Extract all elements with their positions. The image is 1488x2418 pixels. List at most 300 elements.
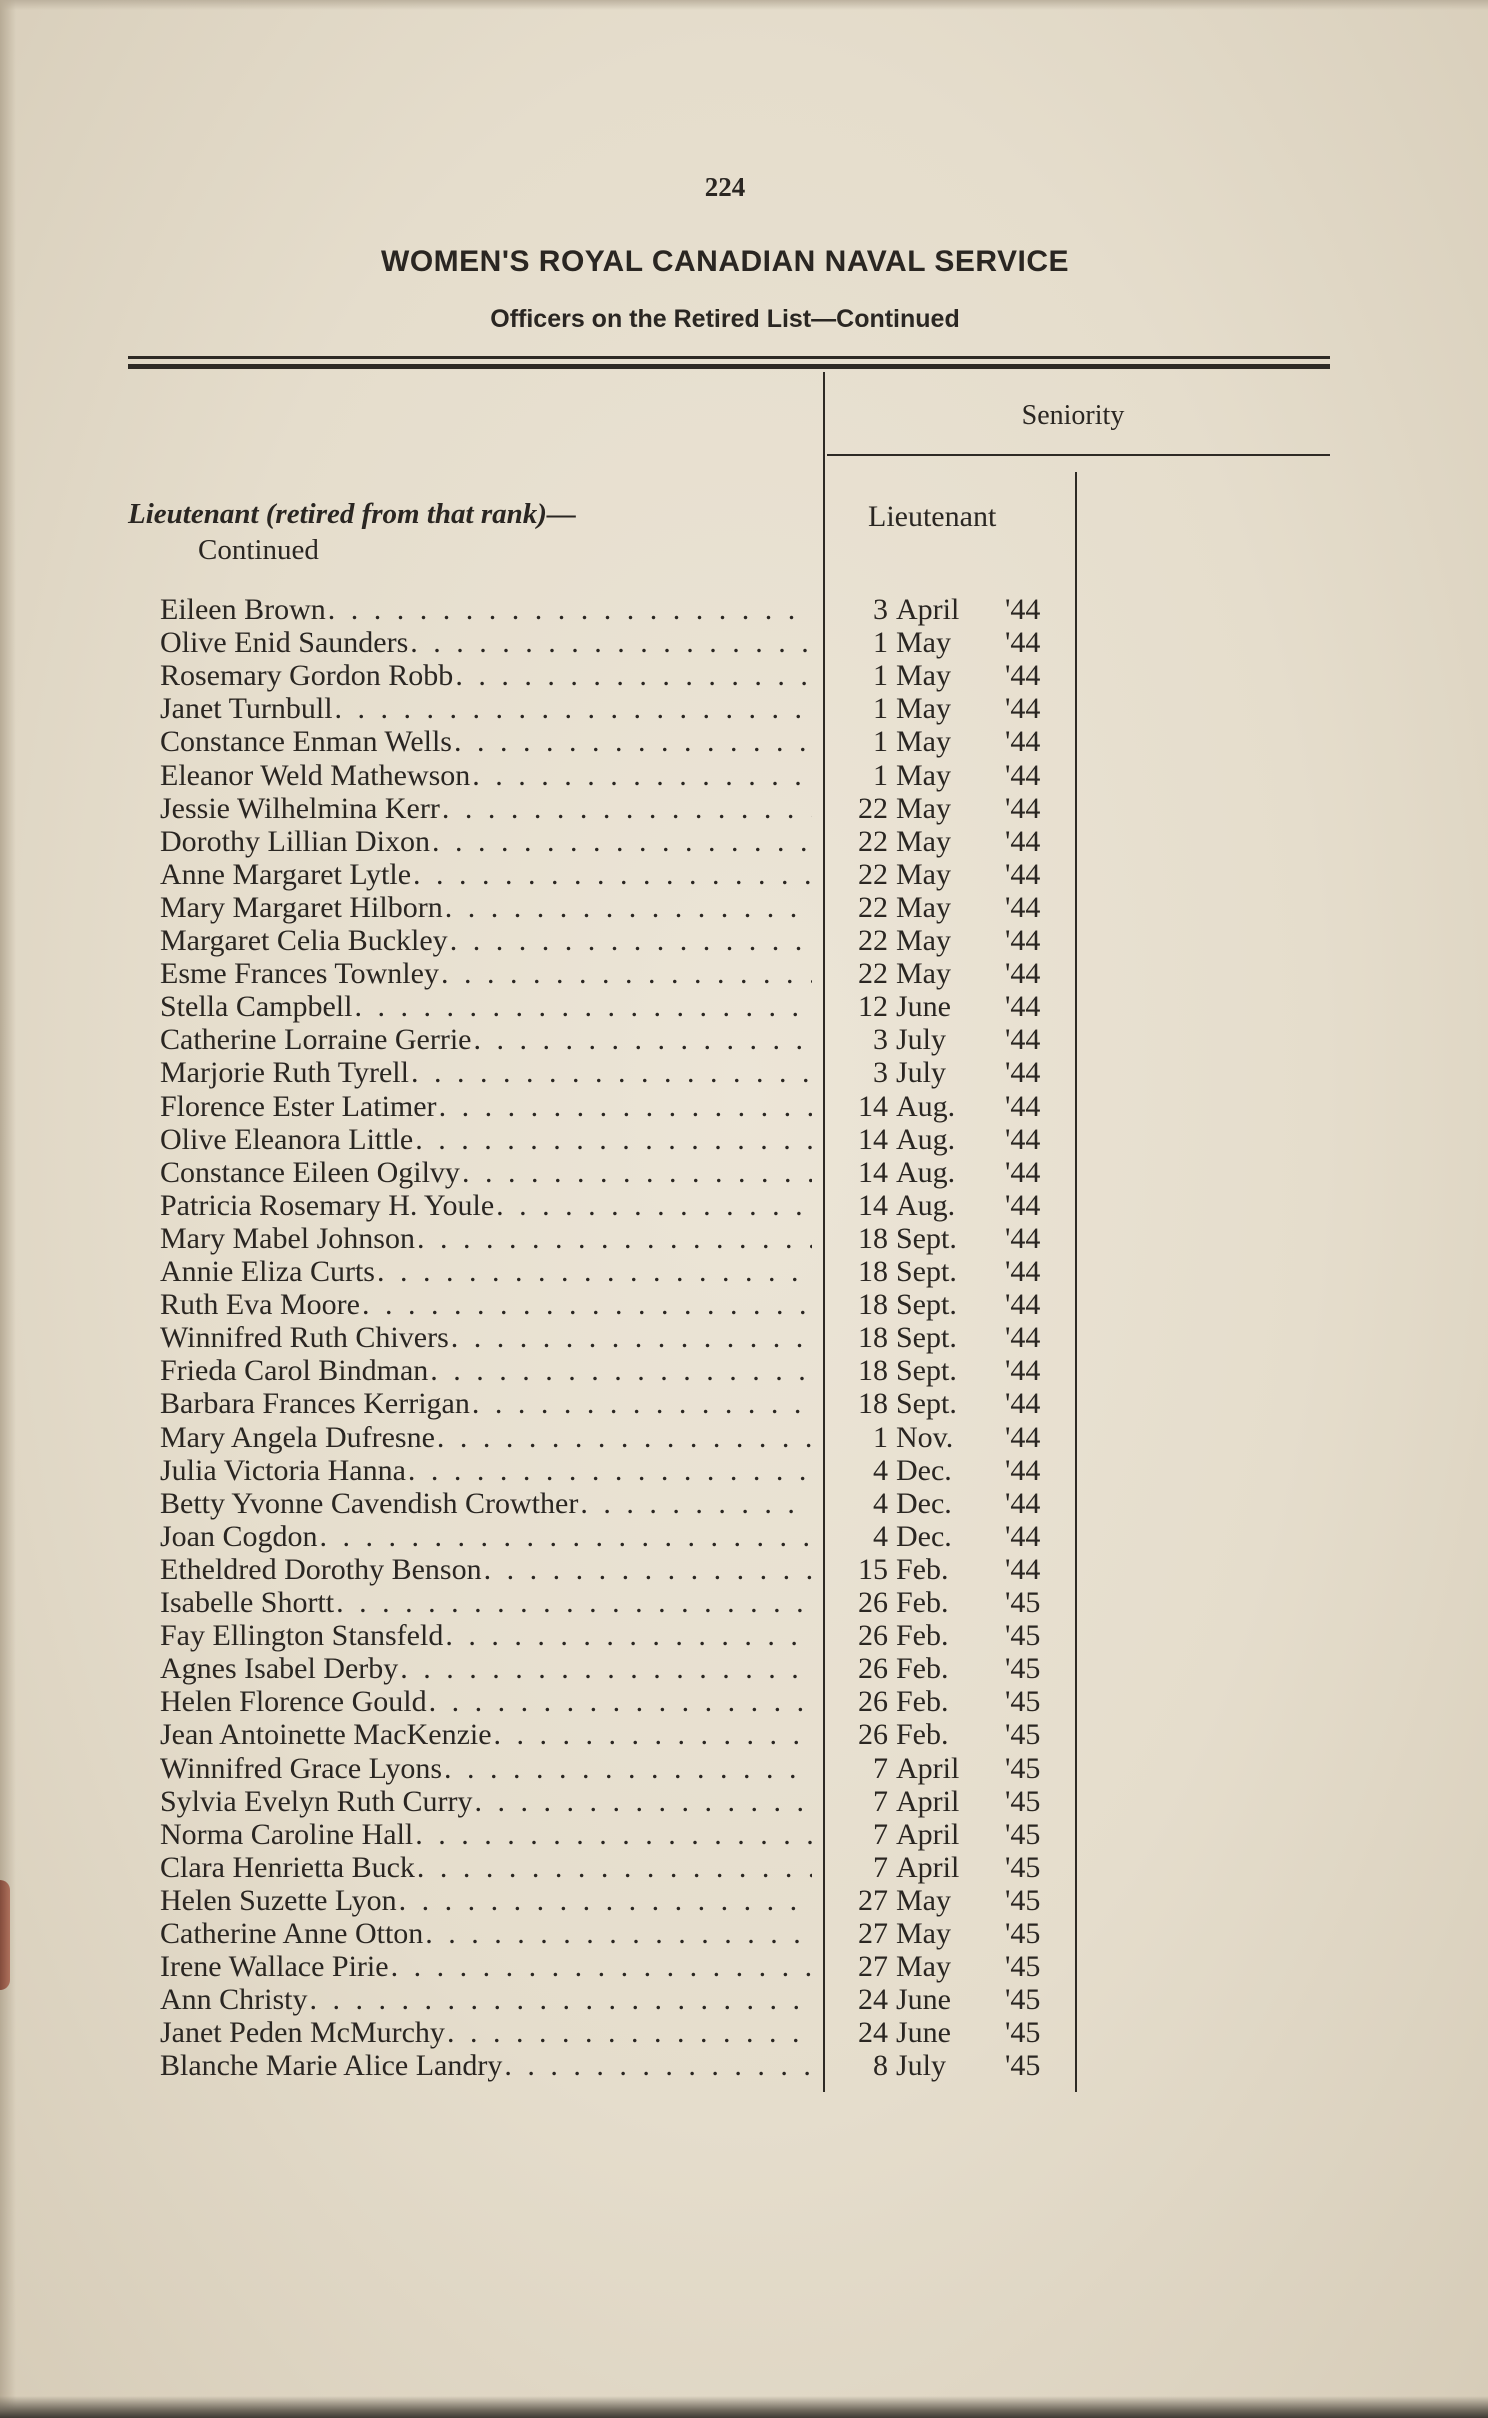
seniority-month: Feb. (896, 1685, 949, 1719)
dot-leader (437, 1421, 812, 1454)
officer-row (160, 1718, 1080, 1751)
seniority-year: '45 (1005, 1950, 1041, 1984)
seniority-month: Aug. (896, 1155, 956, 1189)
seniority-day: 4 (873, 1453, 888, 1487)
seniority-year: '44 (1005, 1453, 1041, 1487)
seniority-date (846, 1685, 1016, 1718)
officer-name-cell (160, 1851, 812, 1884)
seniority-year: '45 (1005, 1983, 1041, 2017)
seniority-date (846, 759, 1016, 792)
officer-row (160, 1056, 1080, 1089)
dot-leader (415, 1818, 812, 1851)
seniority-month: May (896, 725, 951, 759)
seniority-day: 7 (873, 1784, 888, 1818)
seniority-date (846, 1023, 1016, 1056)
officer-row (160, 1321, 1080, 1354)
rank-column-label: Lieutenant (868, 500, 997, 533)
seniority-date (846, 1652, 1016, 1685)
seniority-year: '44 (1005, 692, 1041, 726)
seniority-date (846, 1520, 1016, 1553)
seniority-day: 12 (858, 990, 888, 1024)
officer-name-cell (160, 1983, 812, 2016)
officer-name-cell (160, 924, 812, 957)
seniority-date (846, 2016, 1016, 2049)
seniority-month: Feb. (896, 1652, 949, 1686)
officer-row (160, 1586, 1080, 1619)
seniority-date (846, 924, 1016, 957)
seniority-month: Sept. (896, 1221, 957, 1255)
officer-name: Isabelle Shortt (160, 1586, 335, 1619)
officer-name-cell (160, 626, 812, 659)
seniority-day: 14 (858, 1155, 888, 1189)
seniority-day: 26 (858, 1685, 888, 1719)
dot-leader (462, 1156, 812, 1189)
officer-name: Eileen Brown (160, 593, 326, 626)
dot-leader (474, 1785, 812, 1818)
seniority-day: 22 (858, 890, 888, 924)
officer-row (160, 1387, 1080, 1420)
seniority-day: 3 (873, 1056, 888, 1090)
seniority-month: Aug. (896, 1089, 956, 1123)
dot-leader (377, 1255, 812, 1288)
seniority-year: '45 (1005, 1817, 1041, 1851)
seniority-date (846, 1917, 1016, 1950)
seniority-day: 1 (873, 659, 888, 693)
officer-row (160, 924, 1080, 957)
officer-name-cell (160, 1288, 812, 1321)
officer-name: Eleanor Weld Mathewson (160, 758, 471, 792)
officer-name: Mary Mabel Johnson (160, 1221, 415, 1255)
officer-name-cell (160, 1321, 812, 1354)
officer-name-cell (160, 1917, 812, 1950)
officer-name-cell (160, 990, 812, 1023)
officer-name-cell (160, 1520, 812, 1553)
seniority-month: Feb. (896, 1619, 949, 1653)
officer-row (160, 1752, 1080, 1785)
dot-leader (472, 759, 812, 792)
seniority-month: Feb. (896, 1586, 949, 1619)
seniority-day: 27 (858, 1917, 888, 1950)
seniority-date (846, 1718, 1016, 1751)
officer-name-cell (160, 1785, 812, 1818)
officer-row (160, 1222, 1080, 1255)
seniority-day: 4 (873, 1519, 888, 1553)
officer-name-cell (160, 1189, 812, 1222)
seniority-date (846, 1123, 1016, 1156)
officer-row (160, 692, 1080, 725)
seniority-date (846, 792, 1016, 825)
officer-name-cell (160, 1884, 812, 1917)
seniority-year: '44 (1005, 1221, 1041, 1255)
officer-name: Mary Angela Dufresne (160, 1420, 435, 1454)
seniority-day: 7 (873, 1850, 888, 1884)
seniority-day: 22 (858, 957, 888, 991)
officer-name: Esme Frances Townley (160, 957, 439, 991)
dot-leader (320, 1520, 813, 1553)
dot-leader (408, 1454, 812, 1487)
seniority-year: '44 (1005, 659, 1041, 693)
seniority-date (846, 1090, 1016, 1123)
dot-leader (310, 1983, 812, 2016)
dot-leader (454, 725, 812, 758)
seniority-month: May (896, 957, 951, 991)
officer-name: Ann Christy (160, 1983, 308, 2017)
officer-name-cell (160, 1023, 812, 1056)
seniority-month: April (896, 1817, 960, 1851)
officer-row (160, 891, 1080, 924)
seniority-date (846, 990, 1016, 1023)
officer-row (160, 990, 1080, 1023)
seniority-month: Sept. (896, 1288, 957, 1322)
seniority-day: 26 (858, 1718, 888, 1752)
dot-leader (484, 1553, 812, 1586)
dot-leader (445, 1619, 812, 1652)
page-bottom-edge (0, 2396, 1488, 2418)
seniority-month: Sept. (896, 1354, 957, 1388)
officer-row (160, 2016, 1080, 2049)
dot-leader (411, 1056, 812, 1089)
officer-name: Blanche Marie Alice Landry (160, 2049, 503, 2083)
seniority-day: 22 (858, 857, 888, 891)
officer-name: Barbara Frances Kerrigan (160, 1387, 470, 1421)
dot-leader (432, 825, 812, 858)
seniority-date (846, 1586, 1016, 1619)
seniority-date (846, 1421, 1016, 1454)
seniority-year: '44 (1005, 1552, 1041, 1586)
seniority-day: 1 (873, 626, 888, 660)
officer-name-cell (160, 1553, 812, 1586)
seniority-date (846, 659, 1016, 692)
officer-name-cell (160, 1354, 812, 1387)
seniority-month: July (896, 1023, 947, 1057)
seniority-date (846, 1354, 1016, 1387)
seniority-month: April (896, 593, 960, 626)
officer-row (160, 1255, 1080, 1288)
seniority-date (846, 1785, 1016, 1818)
section-title: Lieutenant (retired from that rank)— (128, 498, 576, 530)
seniority-year: '44 (1005, 1023, 1041, 1057)
officer-name-cell (160, 1454, 812, 1487)
dot-leader (580, 1487, 812, 1520)
officer-name: Ruth Eva Moore (160, 1288, 360, 1322)
officer-row (160, 1983, 1080, 2016)
officer-name: Clara Henrietta Buck (160, 1850, 415, 1884)
seniority-month: May (896, 1917, 951, 1950)
seniority-day: 27 (858, 1883, 888, 1917)
seniority-day: 24 (858, 1983, 888, 2017)
seniority-year: '45 (1005, 1751, 1041, 1785)
seniority-year: '44 (1005, 824, 1041, 858)
officer-name: Constance Enman Wells (160, 725, 452, 759)
officer-row (160, 759, 1080, 792)
seniority-day: 7 (873, 1751, 888, 1785)
page-left-edge (0, 0, 16, 2418)
seniority-year: '44 (1005, 957, 1041, 991)
officer-name-cell (160, 1718, 812, 1751)
dot-leader (445, 891, 812, 924)
officer-name-cell (160, 692, 812, 725)
seniority-date (846, 1189, 1016, 1222)
seniority-year: '45 (1005, 1784, 1041, 1818)
dot-leader (455, 659, 812, 692)
header-rule-thin (128, 356, 1330, 359)
seniority-year: '45 (1005, 1718, 1041, 1752)
seniority-date (846, 1387, 1016, 1420)
seniority-day: 8 (873, 2049, 888, 2083)
dot-leader (496, 1189, 812, 1222)
seniority-month: April (896, 1850, 960, 1884)
seniority-month: June (896, 2016, 951, 2050)
seniority-month: May (896, 924, 951, 957)
dot-leader (417, 1851, 812, 1884)
seniority-year: '45 (1005, 2016, 1041, 2050)
seniority-month: May (896, 659, 951, 693)
officer-name: Jean Antoinette MacKenzie (160, 1718, 492, 1752)
officer-name-cell (160, 659, 812, 692)
officer-name-cell (160, 825, 812, 858)
officer-name: Anne Margaret Lytle (160, 857, 412, 891)
seniority-month: May (896, 626, 951, 660)
officer-name: Julia Victoria Hanna (160, 1453, 406, 1487)
page-top-edge (0, 0, 1488, 10)
officer-name: Jessie Wilhelmina Kerr (160, 791, 440, 825)
seniority-day: 18 (858, 1288, 888, 1322)
officer-row (160, 1090, 1080, 1123)
seniority-day: 1 (873, 725, 888, 759)
seniority-date (846, 1553, 1016, 1586)
officer-name-cell (160, 1752, 812, 1785)
seniority-month: Nov. (896, 1420, 954, 1454)
dot-leader (362, 1288, 812, 1321)
seniority-year: '44 (1005, 1321, 1041, 1355)
seniority-month: May (896, 824, 951, 858)
officer-name: Betty Yvonne Cavendish Crowther (160, 1486, 579, 1520)
seniority-year: '44 (1005, 857, 1041, 891)
officer-row (160, 825, 1080, 858)
officer-row (160, 792, 1080, 825)
dot-leader (429, 1685, 812, 1718)
officer-name-cell (160, 1222, 812, 1255)
officer-row (160, 2049, 1080, 2082)
seniority-day: 26 (858, 1619, 888, 1653)
officer-row (160, 858, 1080, 891)
officer-name-cell (160, 1685, 812, 1718)
seniority-year: '45 (1005, 1619, 1041, 1653)
seniority-date (846, 692, 1016, 725)
seniority-month: May (896, 890, 951, 924)
officer-row (160, 1950, 1080, 1983)
dot-leader (474, 1023, 813, 1056)
officer-row (160, 1123, 1080, 1156)
officer-name: Helen Suzette Lyon (160, 1883, 397, 1917)
officer-name: Patricia Rosemary H. Youle (160, 1188, 495, 1222)
seniority-month: Sept. (896, 1387, 957, 1421)
seniority-year: '44 (1005, 1122, 1041, 1156)
officer-name-cell (160, 2049, 812, 2082)
seniority-month: July (896, 1056, 947, 1090)
seniority-year: '44 (1005, 1188, 1041, 1222)
seniority-month: May (896, 791, 951, 825)
seniority-date (846, 891, 1016, 924)
dot-leader (450, 924, 812, 957)
seniority-month: June (896, 990, 951, 1024)
officer-name: Sylvia Evelyn Ruth Curry (160, 1784, 473, 1818)
section-continued: Continued (198, 534, 319, 566)
page-subheading: Officers on the Retired List—Continued (490, 305, 960, 333)
seniority-date (846, 725, 1016, 758)
officer-row (160, 1421, 1080, 1454)
officer-name: Annie Eliza Curts (160, 1255, 375, 1288)
officer-name: Catherine Anne Otton (160, 1917, 424, 1950)
seniority-day: 1 (873, 1420, 888, 1454)
seniority-date (846, 957, 1016, 990)
seniority-year: '45 (1005, 1883, 1041, 1917)
seniority-day: 24 (858, 2016, 888, 2050)
seniority-date (846, 1454, 1016, 1487)
seniority-day: 14 (858, 1122, 888, 1156)
seniority-year: '44 (1005, 1519, 1041, 1553)
officer-name-cell (160, 1156, 812, 1189)
seniority-year: '44 (1005, 1420, 1041, 1454)
seniority-date (846, 1056, 1016, 1089)
seniority-year: '44 (1005, 1255, 1041, 1288)
dot-leader (413, 858, 812, 891)
binding-mark (0, 1880, 10, 1990)
officer-name-cell (160, 1586, 812, 1619)
officer-row (160, 1884, 1080, 1917)
seniority-day: 15 (858, 1552, 888, 1586)
dot-leader (447, 2016, 812, 2049)
seniority-year: '44 (1005, 890, 1041, 924)
officer-name: Winnifred Ruth Chivers (160, 1321, 449, 1355)
seniority-date (846, 1619, 1016, 1652)
seniority-date (846, 1950, 1016, 1983)
officer-row (160, 1652, 1080, 1685)
seniority-month: Sept. (896, 1321, 957, 1355)
seniority-year: '44 (1005, 593, 1041, 626)
seniority-date (846, 1884, 1016, 1917)
seniority-year: '44 (1005, 924, 1041, 957)
officer-name: Norma Caroline Hall (160, 1817, 414, 1851)
seniority-date (846, 1752, 1016, 1785)
dot-leader (494, 1718, 812, 1751)
seniority-month: Dec. (896, 1486, 952, 1520)
officer-name: Olive Enid Saunders (160, 626, 409, 660)
seniority-day: 18 (858, 1221, 888, 1255)
officer-row (160, 1454, 1080, 1487)
officer-name: Rosemary Gordon Robb (160, 659, 454, 693)
seniority-year: '45 (1005, 1685, 1041, 1719)
seniority-day: 26 (858, 1586, 888, 1619)
dot-leader (399, 1884, 812, 1917)
officer-name: Dorothy Lillian Dixon (160, 824, 430, 858)
officer-name-cell (160, 1950, 812, 1983)
officer-name: Margaret Celia Buckley (160, 924, 448, 957)
seniority-date (846, 825, 1016, 858)
seniority-day: 22 (858, 791, 888, 825)
officer-name-cell (160, 1090, 812, 1123)
officer-name: Janet Turnbull (160, 692, 333, 726)
seniority-date (846, 626, 1016, 659)
officer-name: Catherine Lorraine Gerrie (160, 1023, 472, 1057)
seniority-rule (827, 454, 1330, 456)
seniority-date (846, 1487, 1016, 1520)
page-heading: WOMEN'S ROYAL CANADIAN NAVAL SERVICE (381, 245, 1069, 278)
dot-leader (444, 1752, 812, 1785)
officer-name-cell (160, 1387, 812, 1420)
seniority-year: '45 (1005, 1917, 1041, 1950)
seniority-year: '44 (1005, 626, 1041, 660)
dot-leader (430, 1354, 812, 1387)
seniority-month: June (896, 1983, 951, 2017)
seniority-date (846, 593, 1016, 626)
officer-row (160, 1288, 1080, 1321)
seniority-year: '45 (1005, 1586, 1041, 1619)
dot-leader (451, 1321, 812, 1354)
seniority-date (846, 1983, 1016, 2016)
officer-name: Winnifred Grace Lyons (160, 1751, 443, 1785)
officer-row (160, 1851, 1080, 1884)
seniority-date (846, 2049, 1016, 2082)
officer-name: Mary Margaret Hilborn (160, 890, 443, 924)
dot-leader (442, 792, 812, 825)
dot-leader (335, 692, 812, 725)
seniority-day: 1 (873, 692, 888, 726)
seniority-month: May (896, 692, 951, 726)
officer-name: Etheldred Dorothy Benson (160, 1552, 482, 1586)
seniority-month: Aug. (896, 1188, 956, 1222)
officer-name-cell (160, 1123, 812, 1156)
seniority-day: 1 (873, 758, 888, 792)
officer-name-cell (160, 1255, 812, 1288)
seniority-year: '45 (1005, 2049, 1041, 2083)
officer-row (160, 1685, 1080, 1718)
officer-name-cell (160, 1487, 812, 1520)
seniority-month: April (896, 1751, 960, 1785)
seniority-day: 22 (858, 924, 888, 957)
officer-row (160, 659, 1080, 692)
seniority-month: May (896, 857, 951, 891)
seniority-year: '44 (1005, 1155, 1041, 1189)
seniority-date (846, 1818, 1016, 1851)
officer-name: Marjorie Ruth Tyrell (160, 1056, 409, 1090)
seniority-month: Aug. (896, 1122, 956, 1156)
seniority-date (846, 1255, 1016, 1288)
officer-name: Frieda Carol Bindman (160, 1354, 429, 1388)
officer-name: Helen Florence Gould (160, 1685, 427, 1719)
dot-leader (391, 1950, 812, 1983)
seniority-year: '44 (1005, 990, 1041, 1024)
seniority-year: '44 (1005, 1056, 1041, 1090)
seniority-year: '44 (1005, 1387, 1041, 1421)
seniority-day: 22 (858, 824, 888, 858)
seniority-day: 3 (873, 1023, 888, 1057)
officer-row (160, 1023, 1080, 1056)
officer-name-cell (160, 1421, 812, 1454)
seniority-year: '44 (1005, 791, 1041, 825)
officer-name-cell (160, 792, 812, 825)
dot-leader (328, 593, 812, 626)
seniority-year: '44 (1005, 1486, 1041, 1520)
seniority-month: May (896, 758, 951, 792)
officer-name-cell (160, 759, 812, 792)
seniority-month: Feb. (896, 1552, 949, 1586)
seniority-year: '44 (1005, 1089, 1041, 1123)
seniority-day: 18 (858, 1387, 888, 1421)
seniority-year: '44 (1005, 1288, 1041, 1322)
officer-name: Constance Eileen Ogilvy (160, 1155, 460, 1189)
seniority-day: 3 (873, 593, 888, 626)
